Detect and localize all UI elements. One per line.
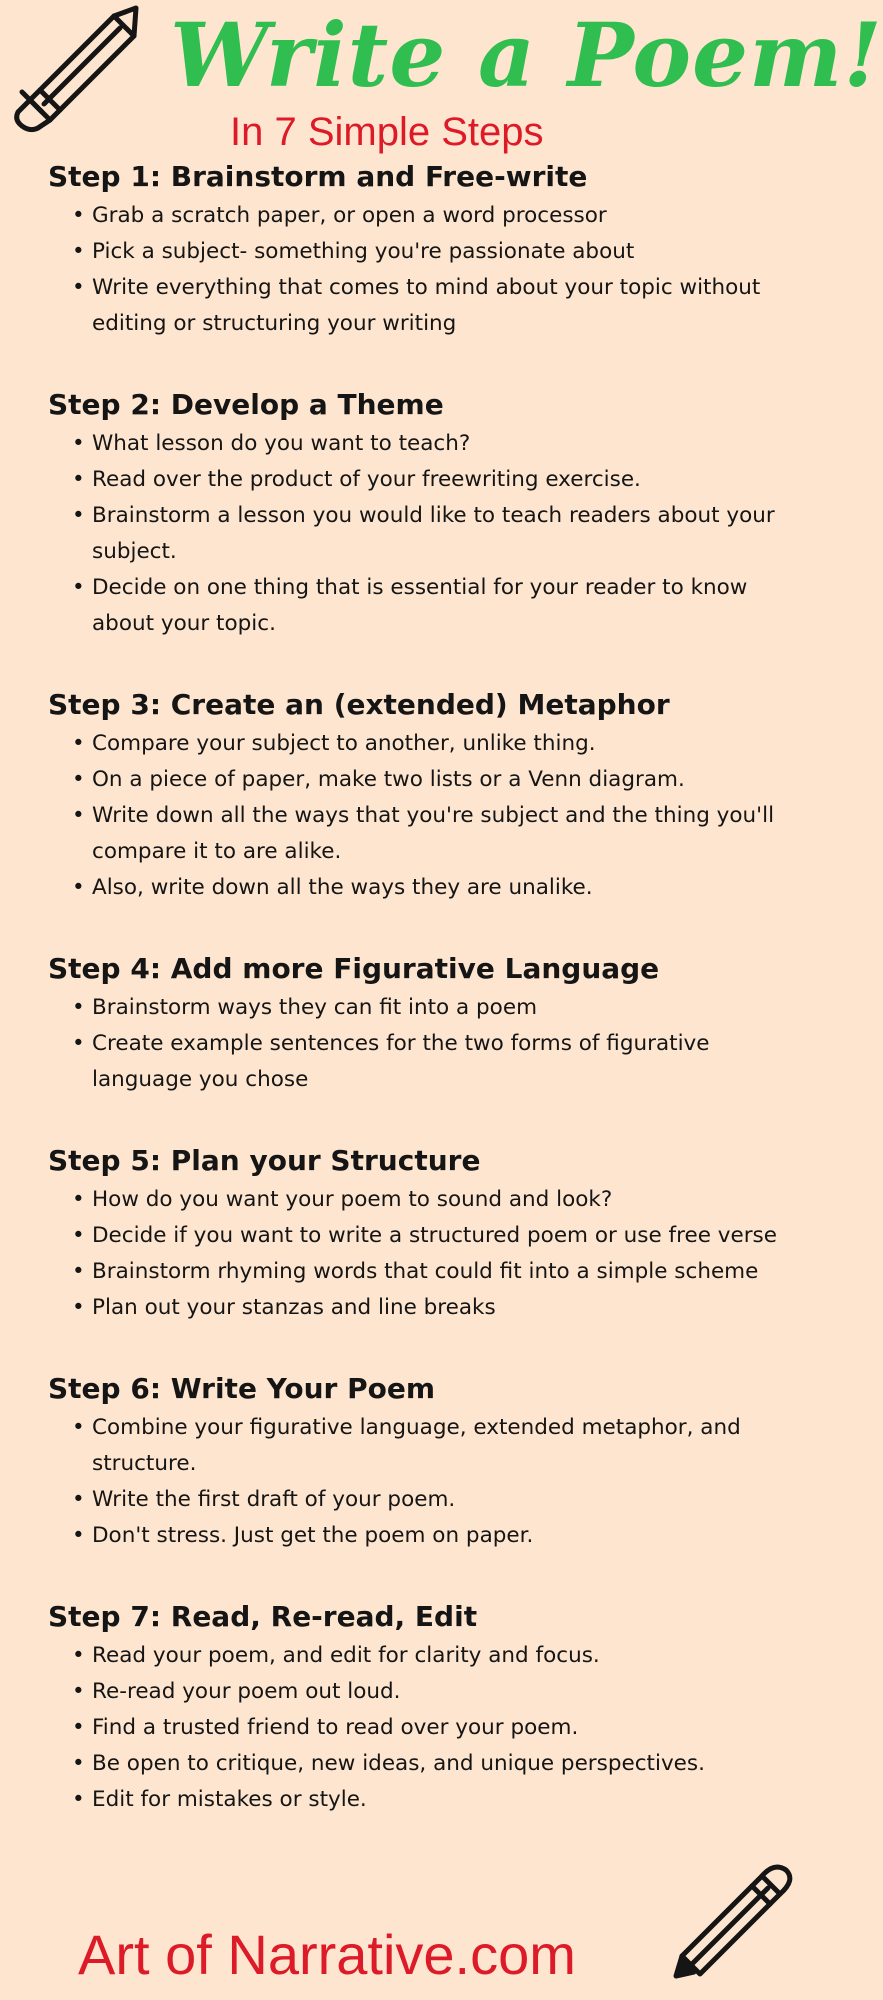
bullet-list (48, 1182, 788, 1326)
bullet-list (48, 426, 788, 642)
list-item: • Grab a scratch paper, or open a word processor (72, 203, 607, 228)
list-item: • Read your poem, and edit for clarity and focus. (72, 1643, 600, 1668)
step-7 (48, 1596, 788, 1818)
step-title: Step 5: Plan your Structure (48, 1144, 481, 1177)
bullet-list (48, 198, 788, 342)
list-item: • Plan out your stanzas and line breaks (72, 1295, 496, 1320)
bullet-list (48, 726, 788, 906)
list-item: • Brainstorm a lesson you would like to teach readers about your subject. (72, 503, 775, 564)
list-item: • Edit for mistakes or style. (72, 1787, 367, 1812)
list-item: • Write everything that comes to mind about your topic without editing or structuring your writing (72, 275, 761, 336)
list-item: • Combine your figurative language, extended metaphor, and structure. (72, 1415, 741, 1476)
list-item: • How do you want your poem to sound and look? (72, 1187, 613, 1212)
step-2 (48, 384, 788, 642)
list-item: • Also, write down all the ways they are unalike. (72, 875, 593, 900)
pencil-icon (672, 1856, 800, 1980)
page-subtitle: In 7 Simple Steps (230, 110, 544, 154)
list-item: • On a piece of paper, make two lists or a Venn diagram. (72, 767, 685, 792)
list-item: • Create example sentences for the two forms of figurative language you chose (72, 1031, 710, 1092)
site-name: Art of Narrative.com (78, 1923, 576, 1986)
step-title: Step 1: Brainstorm and Free-write (48, 160, 588, 193)
pencil-icon (10, 2, 146, 134)
list-item: • Pick a subject- something you're passionate about (72, 239, 635, 264)
list-item: • Brainstorm ways they can fit into a poem (72, 995, 538, 1020)
step-title: Step 7: Read, Re-read, Edit (48, 1600, 478, 1633)
step-4 (48, 948, 788, 1098)
step-5 (48, 1140, 788, 1326)
list-item: • Decide on one thing that is essential for your reader to know about your topic. (72, 575, 748, 636)
list-item: • Don't stress. Just get the poem on paper. (72, 1523, 534, 1548)
step-1 (48, 156, 788, 342)
list-item: • Find a trusted friend to read over your poem. (72, 1715, 579, 1740)
steps-list (48, 156, 788, 1860)
list-item: • Be open to critique, new ideas, and unique perspectives. (72, 1751, 705, 1776)
bullet-list (48, 990, 788, 1098)
list-item: • Brainstorm rhyming words that could fit into a simple scheme (72, 1259, 759, 1284)
bullet-list (48, 1638, 788, 1818)
list-item: • Read over the product of your freewriting exercise. (72, 467, 641, 492)
list-item: • Decide if you want to write a structured poem or use free verse (72, 1223, 777, 1248)
step-title: Step 6: Write Your Poem (48, 1372, 436, 1405)
step-title: Step 4: Add more Figurative Language (48, 952, 660, 985)
list-item: • Re-read your poem out loud. (72, 1679, 401, 1704)
list-item: • Write the first draft of your poem. (72, 1487, 456, 1512)
page-title: Write a Poem! (170, 3, 883, 107)
bullet-list (48, 1410, 788, 1554)
list-item: • Write down all the ways that you're subject and the thing you'll compare it to are alike. (72, 803, 775, 864)
list-item: • Compare your subject to another, unlike thing. (72, 731, 596, 756)
step-title: Step 3: Create an (extended) Metaphor (48, 688, 670, 721)
step-6 (48, 1368, 788, 1554)
step-title: Step 2: Develop a Theme (48, 388, 444, 421)
step-3 (48, 684, 788, 906)
list-item: • What lesson do you want to teach? (72, 431, 471, 456)
